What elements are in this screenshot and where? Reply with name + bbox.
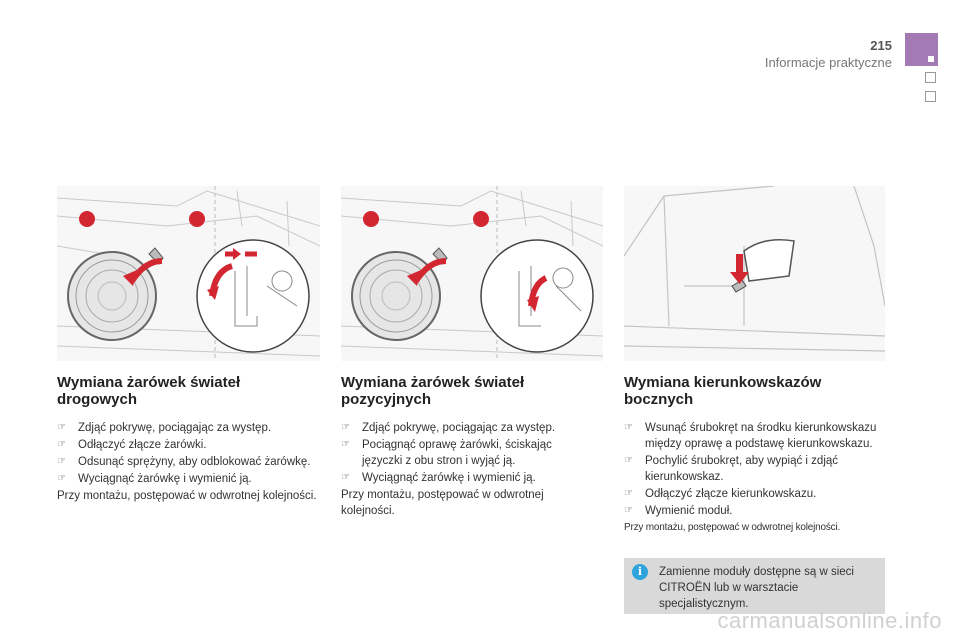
section-title-high-beam: Wymiana żarówek świateł drogowych xyxy=(57,374,241,408)
page-number: 215 xyxy=(870,38,892,53)
marker-dot xyxy=(79,211,95,227)
pointer-icon: ☞ xyxy=(57,439,66,450)
steps-list xyxy=(57,420,320,487)
pointer-icon: ☞ xyxy=(57,456,66,467)
illustration-side-indicator xyxy=(624,186,885,361)
list-item: ☞ Zdjąć pokrywę, pociągając za występ. xyxy=(341,422,556,434)
list-item: ☞ Odłączyć złącze kierunkowskazu. xyxy=(624,488,817,500)
list-item: ☞ Odsunąć sprężyny, aby odblokować żarówkę. xyxy=(57,456,311,468)
pointer-icon: ☞ xyxy=(57,473,66,484)
pointer-icon: ☞ xyxy=(624,455,633,466)
pointer-icon: ☞ xyxy=(341,422,350,433)
pointer-icon: ☞ xyxy=(57,422,66,433)
steps-list xyxy=(624,420,885,519)
note: Przy montażu, postępować w odwrotnej kolejności. xyxy=(57,490,317,502)
section-high-beam xyxy=(57,374,320,504)
list-item: ☞ Wyciągnąć żarówkę i wymienić ją. xyxy=(57,473,252,485)
section-title-side-indicators: Wymiana kierunkowskazów bocznych xyxy=(624,374,822,408)
info-icon: i xyxy=(632,564,648,580)
list-item: ☞ Pochylić śrubokręt, aby wypiąć i zdjąć kierunkowskaz. xyxy=(624,455,839,483)
pointer-icon: ☞ xyxy=(624,505,633,516)
pointer-icon: ☞ xyxy=(341,439,350,450)
info-box xyxy=(624,558,885,614)
steps-list xyxy=(341,420,591,486)
list-item: ☞ Wsunąć śrubokręt na środku kierunkowskazu między oprawę a podstawę kierunkowskazu. xyxy=(624,422,877,450)
pointer-icon: ☞ xyxy=(624,422,633,433)
illustration-high-beam xyxy=(57,186,320,361)
info-text: Zamienne moduły dostępne są w sieci CITROËN lub w warsztacie specjalistycznym. xyxy=(659,566,854,610)
tab-square-1 xyxy=(925,72,936,83)
section-position-lights xyxy=(341,374,591,519)
illustration-position-lights xyxy=(341,186,603,361)
list-item: ☞ Pociągnąć oprawę żarówki, ściskając języczki z obu stron i wyjąć ją. xyxy=(341,439,552,467)
watermark: carmanualsonline.info xyxy=(717,608,942,633)
section-side-indicators xyxy=(624,374,885,536)
tab-square-2 xyxy=(925,91,936,102)
pointer-icon: ☞ xyxy=(624,488,633,499)
list-item: ☞ Zdjąć pokrywę, pociągając za występ. xyxy=(57,422,272,434)
note: Przy montażu, postępować w odwrotnej kolejności. xyxy=(341,489,544,517)
section-tab xyxy=(905,33,938,66)
section-title-position-lights: Wymiana żarówek świateł pozycyjnych xyxy=(341,374,525,408)
section-title: Informacje praktyczne xyxy=(764,55,892,70)
note: Przy montażu, postępować w odwrotnej kolejności. xyxy=(624,522,841,533)
list-item: ☞ Wyciągnąć żarówkę i wymienić ją. xyxy=(341,472,536,484)
list-item: ☞ Odłączyć złącze żarówki. xyxy=(57,439,207,451)
list-item: ☞ Wymienić moduł. xyxy=(624,505,733,517)
pointer-icon: ☞ xyxy=(341,472,350,483)
